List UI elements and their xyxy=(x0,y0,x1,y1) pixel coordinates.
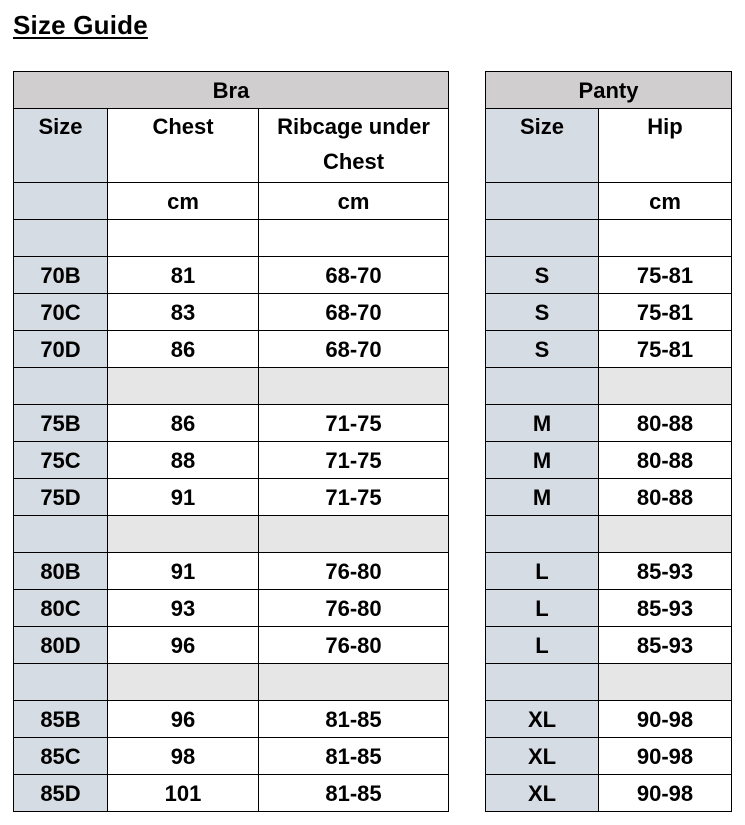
bra-table-cell: 71-75 xyxy=(259,405,449,442)
bra-table-cell: 80D xyxy=(14,627,108,664)
panty-table-cell: XL xyxy=(486,701,599,738)
bra-table-cell: 76-80 xyxy=(259,590,449,627)
bra-size-table xyxy=(13,71,449,812)
bra-unit-cell: cm xyxy=(108,183,259,220)
panty-table-row xyxy=(486,627,732,664)
bra-table-cell: 83 xyxy=(108,294,259,331)
bra-table-cell: 70C xyxy=(14,294,108,331)
panty-table-cell: L xyxy=(486,590,599,627)
panty-table-cell: S xyxy=(486,294,599,331)
bra-table-cell: 93 xyxy=(108,590,259,627)
panty-table-cell: 85-93 xyxy=(599,590,732,627)
bra-separator-cell xyxy=(259,516,449,553)
bra-table-row xyxy=(14,294,449,331)
bra-separator-cell xyxy=(259,368,449,405)
bra-title-row xyxy=(14,72,449,109)
panty-table-cell: 90-98 xyxy=(599,775,732,812)
panty-table-row xyxy=(486,479,732,516)
panty-table-row xyxy=(486,775,732,812)
panty-table-cell: 75-81 xyxy=(599,331,732,368)
bra-blank-cell xyxy=(108,220,259,257)
bra-table-row xyxy=(14,590,449,627)
bra-table-cell: 68-70 xyxy=(259,294,449,331)
bra-table-cell: 71-75 xyxy=(259,442,449,479)
panty-separator-cell xyxy=(486,664,599,701)
panty-table-cell: 85-93 xyxy=(599,553,732,590)
bra-table-row xyxy=(14,701,449,738)
panty-table-cell: 75-81 xyxy=(599,257,732,294)
panty-table-cell: XL xyxy=(486,738,599,775)
bra-table-cell: 81-85 xyxy=(259,738,449,775)
bra-table-cell: 101 xyxy=(108,775,259,812)
panty-separator-row xyxy=(486,368,732,405)
bra-separator-cell xyxy=(108,368,259,405)
bra-table-cell: 86 xyxy=(108,331,259,368)
bra-table-row xyxy=(14,479,449,516)
panty-table-cell: 75-81 xyxy=(599,294,732,331)
bra-table-row xyxy=(14,553,449,590)
bra-unit-cell: cm xyxy=(259,183,449,220)
bra-table-cell: 81-85 xyxy=(259,701,449,738)
bra-table-row xyxy=(14,775,449,812)
bra-table-cell: 91 xyxy=(108,553,259,590)
panty-table-row xyxy=(486,553,732,590)
panty-table-row xyxy=(486,738,732,775)
bra-table-cell: 96 xyxy=(108,701,259,738)
panty-table-cell: M xyxy=(486,479,599,516)
bra-table-header: Bra xyxy=(14,72,449,109)
bra-table-cell: 96 xyxy=(108,627,259,664)
bra-column-header-row xyxy=(14,109,449,183)
bra-table-cell: 86 xyxy=(108,405,259,442)
bra-table-cell: 85D xyxy=(14,775,108,812)
bra-table-cell: 80C xyxy=(14,590,108,627)
bra-table-cell: 75C xyxy=(14,442,108,479)
panty-table-cell: 90-98 xyxy=(599,701,732,738)
bra-column-header: Size xyxy=(14,109,108,183)
bra-separator-cell xyxy=(108,664,259,701)
bra-table-cell: 76-80 xyxy=(259,627,449,664)
bra-table-cell: 91 xyxy=(108,479,259,516)
panty-table-row xyxy=(486,701,732,738)
panty-separator-cell xyxy=(486,516,599,553)
panty-column-header-row xyxy=(486,109,732,183)
bra-table-cell: 85B xyxy=(14,701,108,738)
panty-title-row xyxy=(486,72,732,109)
bra-table-cell: 71-75 xyxy=(259,479,449,516)
bra-table-cell: 88 xyxy=(108,442,259,479)
page-title: Size Guide xyxy=(13,10,148,40)
panty-blank-row xyxy=(486,220,732,257)
bra-table-cell: 75D xyxy=(14,479,108,516)
bra-separator-cell xyxy=(14,368,108,405)
panty-table-cell: M xyxy=(486,405,599,442)
bra-table-row xyxy=(14,405,449,442)
bra-table-cell: 98 xyxy=(108,738,259,775)
bra-separator-row xyxy=(14,664,449,701)
panty-table-row xyxy=(486,405,732,442)
bra-table-cell: 81 xyxy=(108,257,259,294)
panty-table-cell: 90-98 xyxy=(599,738,732,775)
panty-table-cell: L xyxy=(486,627,599,664)
panty-table-cell: 80-88 xyxy=(599,479,732,516)
bra-table-row xyxy=(14,738,449,775)
bra-table-cell: 76-80 xyxy=(259,553,449,590)
bra-table-row xyxy=(14,442,449,479)
bra-column-header: Ribcage under Chest xyxy=(259,109,449,183)
panty-separator-row xyxy=(486,664,732,701)
panty-blank-cell xyxy=(486,220,599,257)
bra-table-cell: 70B xyxy=(14,257,108,294)
panty-table-cell: S xyxy=(486,257,599,294)
panty-column-header: Size xyxy=(486,109,599,183)
panty-column-header: Hip xyxy=(599,109,732,183)
bra-separator-cell xyxy=(14,664,108,701)
panty-table-row xyxy=(486,590,732,627)
bra-separator-row xyxy=(14,368,449,405)
panty-table-cell: S xyxy=(486,331,599,368)
panty-unit-cell xyxy=(486,183,599,220)
bra-table-cell: 80B xyxy=(14,553,108,590)
panty-table-row xyxy=(486,331,732,368)
panty-separator-cell xyxy=(599,664,732,701)
panty-table-cell: 80-88 xyxy=(599,442,732,479)
bra-units-row xyxy=(14,183,449,220)
panty-table-cell: 80-88 xyxy=(599,405,732,442)
bra-table-row xyxy=(14,331,449,368)
bra-separator-cell xyxy=(108,516,259,553)
panty-blank-cell xyxy=(599,220,732,257)
bra-blank-cell xyxy=(259,220,449,257)
panty-unit-cell: cm xyxy=(599,183,732,220)
bra-separator-row xyxy=(14,516,449,553)
bra-separator-cell xyxy=(14,516,108,553)
panty-separator-cell xyxy=(599,516,732,553)
panty-table-row xyxy=(486,257,732,294)
panty-size-table xyxy=(485,71,732,812)
panty-table-cell: XL xyxy=(486,775,599,812)
panty-units-row xyxy=(486,183,732,220)
bra-unit-cell xyxy=(14,183,108,220)
bra-table-cell: 68-70 xyxy=(259,331,449,368)
panty-separator-cell xyxy=(599,368,732,405)
bra-table-cell: 68-70 xyxy=(259,257,449,294)
panty-table-row xyxy=(486,442,732,479)
bra-table-cell: 85C xyxy=(14,738,108,775)
panty-separator-cell xyxy=(486,368,599,405)
panty-table-row xyxy=(486,294,732,331)
panty-table-cell: M xyxy=(486,442,599,479)
bra-table-row xyxy=(14,257,449,294)
panty-table-header: Panty xyxy=(486,72,732,109)
panty-table-cell: 85-93 xyxy=(599,627,732,664)
panty-separator-row xyxy=(486,516,732,553)
bra-table-row xyxy=(14,627,449,664)
bra-blank-cell xyxy=(14,220,108,257)
bra-blank-row xyxy=(14,220,449,257)
bra-table-cell: 75B xyxy=(14,405,108,442)
bra-table-cell: 81-85 xyxy=(259,775,449,812)
bra-column-header: Chest xyxy=(108,109,259,183)
bra-separator-cell xyxy=(259,664,449,701)
bra-table-cell: 70D xyxy=(14,331,108,368)
panty-table-cell: L xyxy=(486,553,599,590)
